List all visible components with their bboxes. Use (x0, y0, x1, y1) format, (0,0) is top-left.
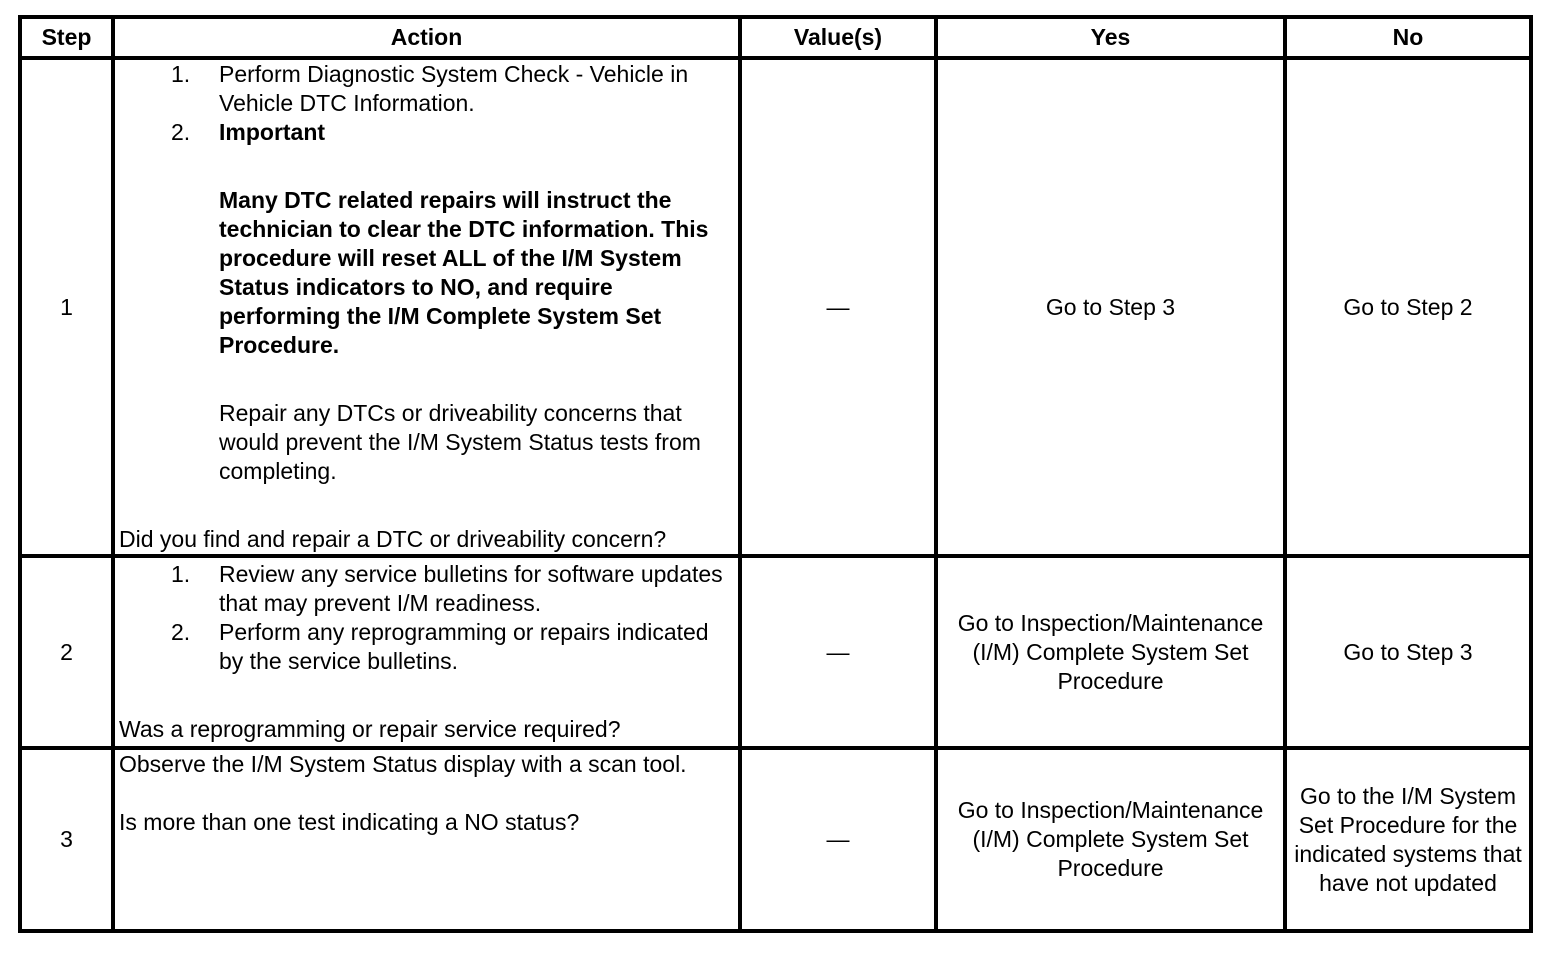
important-note: Many DTC related repairs will instruct the technician to clear the DTC information. This procedure will reset ALL of the I/M System Status indicators to NO, and require performing the I/M Complete System Set Procedure. (219, 187, 709, 358)
list-number: 1. (171, 61, 191, 87)
important-label: Important (219, 119, 326, 145)
header-step: Step (20, 17, 113, 58)
list-item-text: Perform Diagnostic System Check - Vehicle in Vehicle DTC Information. (219, 61, 689, 116)
repair-text: Repair any DTCs or driveability concerns that would prevent the I/M System Status tests from completing. (219, 400, 701, 484)
header-yes: Yes (936, 17, 1285, 58)
no-cell: Go to Step 3 (1285, 556, 1531, 748)
header-no: No (1285, 17, 1531, 58)
list-item-text: Review any service bulletins for software updates that may prevent I/M readiness. (219, 561, 723, 616)
action-list (119, 60, 734, 147)
yes-cell: Go to Inspection/Maintenance (I/M) Complete System Set Procedure (936, 748, 1285, 931)
observe-text: Observe the I/M System Status display with a scan tool. (119, 751, 687, 777)
list-item (119, 618, 734, 676)
yes-cell: Go to Step 3 (936, 58, 1285, 556)
table-row-step-1 (20, 58, 1531, 556)
action-cell (113, 58, 740, 556)
list-item (119, 560, 734, 618)
list-item-text: Perform any reprogramming or repairs indicated by the service bulletins. (219, 619, 709, 674)
question-text: Was a reprogramming or repair service required? (119, 716, 621, 742)
no-cell: Go to Step 2 (1285, 58, 1531, 556)
action-list (119, 560, 734, 676)
yes-cell: Go to Inspection/Maintenance (I/M) Complete System Set Procedure (936, 556, 1285, 748)
list-number: 2. (171, 619, 191, 645)
table-row-step-2 (20, 556, 1531, 748)
value-cell: — (740, 556, 936, 748)
list-item (119, 118, 734, 147)
step-number: 1 (20, 58, 113, 556)
action-cell (113, 748, 740, 931)
header-action: Action (113, 17, 740, 58)
value-cell: — (740, 748, 936, 931)
list-number: 1. (171, 561, 191, 587)
diagnostic-table (18, 15, 1533, 933)
list-item (119, 60, 734, 118)
header-row (20, 17, 1531, 58)
table-row-step-3 (20, 748, 1531, 931)
header-values: Value(s) (740, 17, 936, 58)
list-number: 2. (171, 119, 191, 145)
step-number: 2 (20, 556, 113, 748)
step-number: 3 (20, 748, 113, 931)
action-cell (113, 556, 740, 748)
question-text: Did you find and repair a DTC or driveability concern? (119, 526, 667, 552)
value-cell: — (740, 58, 936, 556)
no-cell: Go to the I/M System Set Procedure for the indicated systems that have not updated (1285, 748, 1531, 931)
question-text: Is more than one test indicating a NO status? (119, 809, 580, 835)
